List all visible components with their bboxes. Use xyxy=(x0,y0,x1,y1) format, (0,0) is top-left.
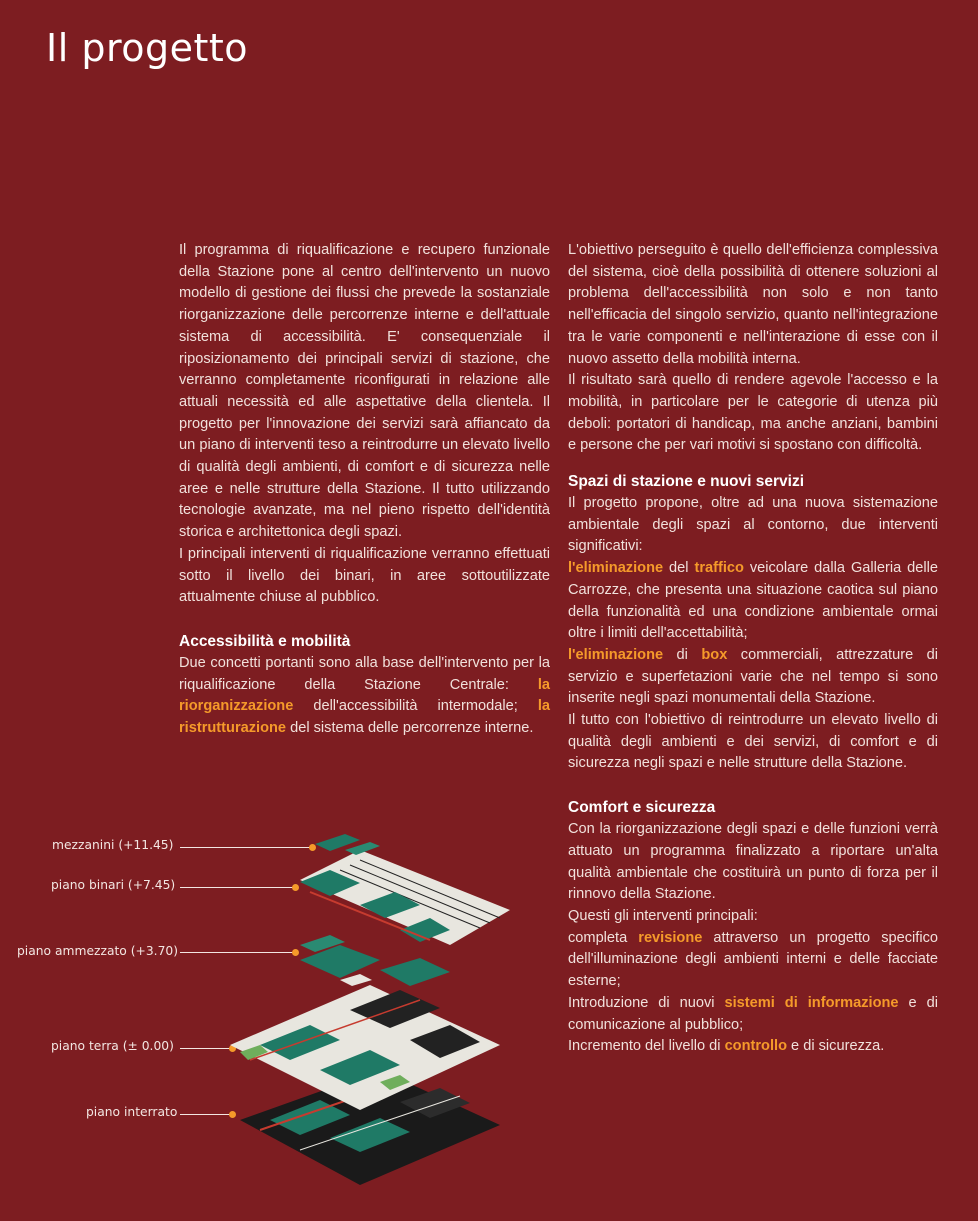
page-title: Il progetto xyxy=(46,26,249,70)
level-label-binari: piano binari (+7.45) xyxy=(51,878,176,892)
column-right xyxy=(568,240,938,1058)
interventi-paragraph: I principali interventi di riqualificazione verranno effettuati sotto il livello dei binari, in aree sottoutilizzate attualmente chiuse al pubblico. xyxy=(179,545,550,606)
spazi-paragraph: Il progetto propone, oltre ad una nuova sistemazione ambientale degli spazi al contorno, due interventi significativi: xyxy=(568,495,938,555)
highlight-riorganizzazione: la riorganizzazione xyxy=(179,676,550,715)
highlight-eliminazione-2: l'eliminazione xyxy=(568,646,664,663)
accessibilita-paragraph: Due concetti portanti sono alla base dell'intervento per la riqualificazione della Stazione Centrale: la riorganizzazione dell'accessibilità intermodale; la ristrutturazione del sistema delle percorrenze interne. xyxy=(179,654,550,737)
layer-binari xyxy=(300,850,510,945)
column-left xyxy=(179,240,550,740)
highlight-eliminazione-1: l'eliminazione xyxy=(568,560,664,577)
traffico-paragraph: l'eliminazione del traffico veicolare dalla Galleria delle Carrozze, che presenta una situazione caotica sul piano della funzionalità ed una condizione ambientale ormai oltre i limiti dell'accettabilità; xyxy=(568,560,938,642)
highlight-revisione: revisione xyxy=(638,929,703,946)
layer-ammezzato xyxy=(300,935,450,986)
level-label-ammezzato: piano ammezzato (+3.70) xyxy=(17,944,179,958)
highlight-controllo: controllo xyxy=(724,1038,787,1055)
revisione-paragraph: completa revisione attraverso un progetto specifico dell'illuminazione degli ambienti interni e delle facciate esterne; xyxy=(568,929,938,990)
level-label-terra: piano terra (± 0.00) xyxy=(51,1039,174,1053)
heading-comfort: Comfort e sicurezza xyxy=(568,799,716,817)
highlight-traffico: traffico xyxy=(694,560,744,577)
risultato-paragraph: Il risultato sarà quello di rendere agevole l'accesso e la mobilità, in particolare per le categorie di utenza più deboli: portatori di handicap, ma anche anziani, bambini e persone che per vari motivi si spostano con difficoltà. xyxy=(568,372,938,454)
highlight-ristrutturazione: la ristrutturazione xyxy=(179,698,550,737)
sistemi-paragraph: Introduzione di nuovi sistemi di informazione e di comunicazione al pubblico; xyxy=(568,994,938,1033)
level-label-mezzanini: mezzanini (+11.45) xyxy=(52,838,174,852)
questi-paragraph: Questi gli interventi principali: xyxy=(568,907,758,924)
obiettivo-paragraph: L'obiettivo perseguito è quello dell'efficienza complessiva del sistema, cioè della possibilità di ottenere soluzioni al problema dell'accessibilità non solo e non tanto nell'efficacia del singolo servizio, quanto nell'integrazione tra le varie componenti e nell'interazione di esse con il nuovo assetto della mobilità interna. xyxy=(568,242,938,367)
level-label-interrato: piano interrato xyxy=(86,1105,178,1119)
heading-accessibilita: Accessibilità e mobilità xyxy=(179,632,351,650)
box-paragraph: l'eliminazione di box commerciali, attrezzature di servizio e superfetazioni varie che nel tempo si sono inserite negli spazi monumentali della Stazione. xyxy=(568,646,938,707)
heading-spazi: Spazi di stazione e nuovi servizi xyxy=(568,473,805,491)
highlight-sistemi: sistemi di informazione xyxy=(724,994,899,1011)
comfort-paragraph: Con la riorganizzazione degli spazi e delle funzioni verrà attuato un programma finalizzato a riportare un'alta qualità ambientale che costituirà un punto di forza per il rinnovo della Stazione. xyxy=(568,821,938,903)
highlight-box: box xyxy=(701,646,728,663)
tutto-paragraph: Il tutto con l'obiettivo di reintrodurre un elevato livello di qualità degli ambienti e dei servizi, di comfort e di sicurezza negli spazi e nelle strutture della Stazione. xyxy=(568,712,938,772)
layer-mezzanini xyxy=(315,834,380,855)
intro-paragraph: Il programma di riqualificazione e recupero funzionale della Stazione pone al centro dell'intervento un nuovo modello di gestione dei flussi che prevede la sostanziale riorganizzazione delle percorrenze interne e dell'attuale sistema di accessibilità. E' consequenziale il riposizionamento dei principali servizi di stazione, che verranno completamente riconfigurati in relazione alle attuali necessità ed alle aspettative della clientela. Il progetto per l'innovazione dei servizi sarà affiancato da un piano di interventi teso a reintrodurre un elevato livello di qualità degli ambienti, di comfort e di sicurezza nelle aree e nelle strutture della Stazione. Il tutto utilizzando tecnologie avanzate, ma nel pieno rispetto dell'identità storica e architettonica degli spazi. xyxy=(179,242,550,541)
layer-terra xyxy=(230,985,500,1110)
station-levels-diagram xyxy=(0,820,560,1220)
controllo-paragraph: Incremento del livello di controllo e di sicurezza. xyxy=(568,1038,885,1055)
